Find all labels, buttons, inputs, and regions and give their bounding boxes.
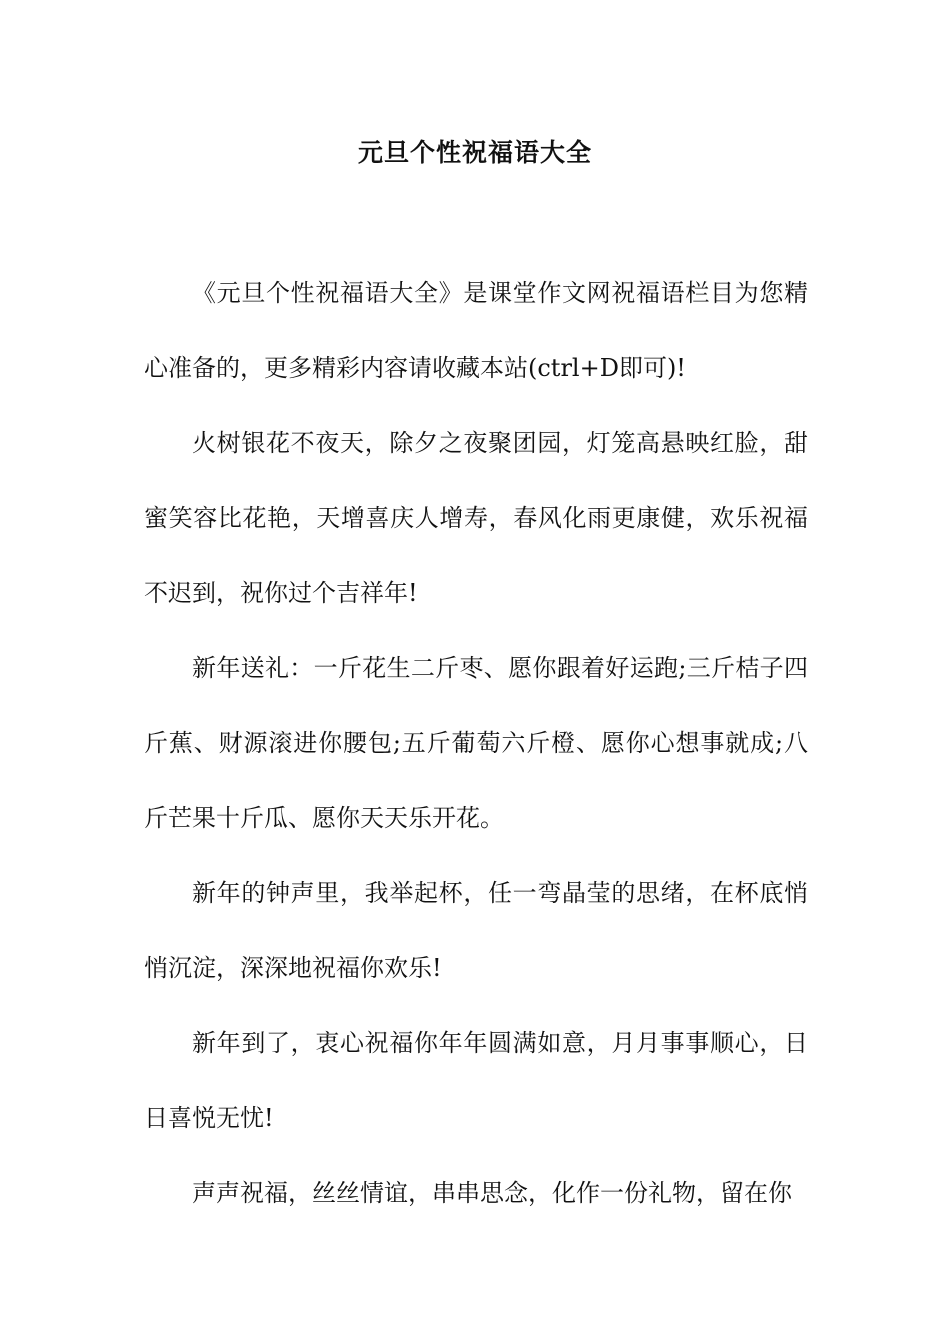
paragraph-intro: 《元旦个性祝福语大全》是课堂作文网祝福语栏目为您精心准备的，更多精彩内容请收藏本站(ctrl+D即可)! <box>144 279 808 382</box>
paragraph-blessing-4: 新年到了，衷心祝福你年年圆满如意，月月事事顺心，日日喜悦无忧! <box>144 1029 808 1132</box>
paragraph-blessing-2: 新年送礼：一斤花生二斤枣、愿你跟着好运跑;三斤桔子四斤蕉、财源滚进你腰包;五斤葡萄六斤橙、愿你心想事就成;八斤芒果十斤瓜、愿你天天乐开花。 <box>144 654 808 832</box>
paragraph-blessing-3: 新年的钟声里，我举起杯，任一弯晶莹的思绪，在杯底悄悄沉淀，深深地祝福你欢乐! <box>144 879 808 982</box>
document-body <box>144 256 808 1231</box>
paragraph-blessing-1: 火树银花不夜天，除夕之夜聚团园，灯笼高悬映红脸，甜蜜笑容比花艳，天增喜庆人增寿，春风化雨更康健，欢乐祝福不迟到，祝你过个吉祥年! <box>144 429 808 607</box>
document-title: 元旦个性祝福语大全 <box>357 138 592 167</box>
paragraph-blessing-5: 声声祝福，丝丝情谊，串串思念，化作一份礼物，留在你 <box>192 1179 792 1207</box>
